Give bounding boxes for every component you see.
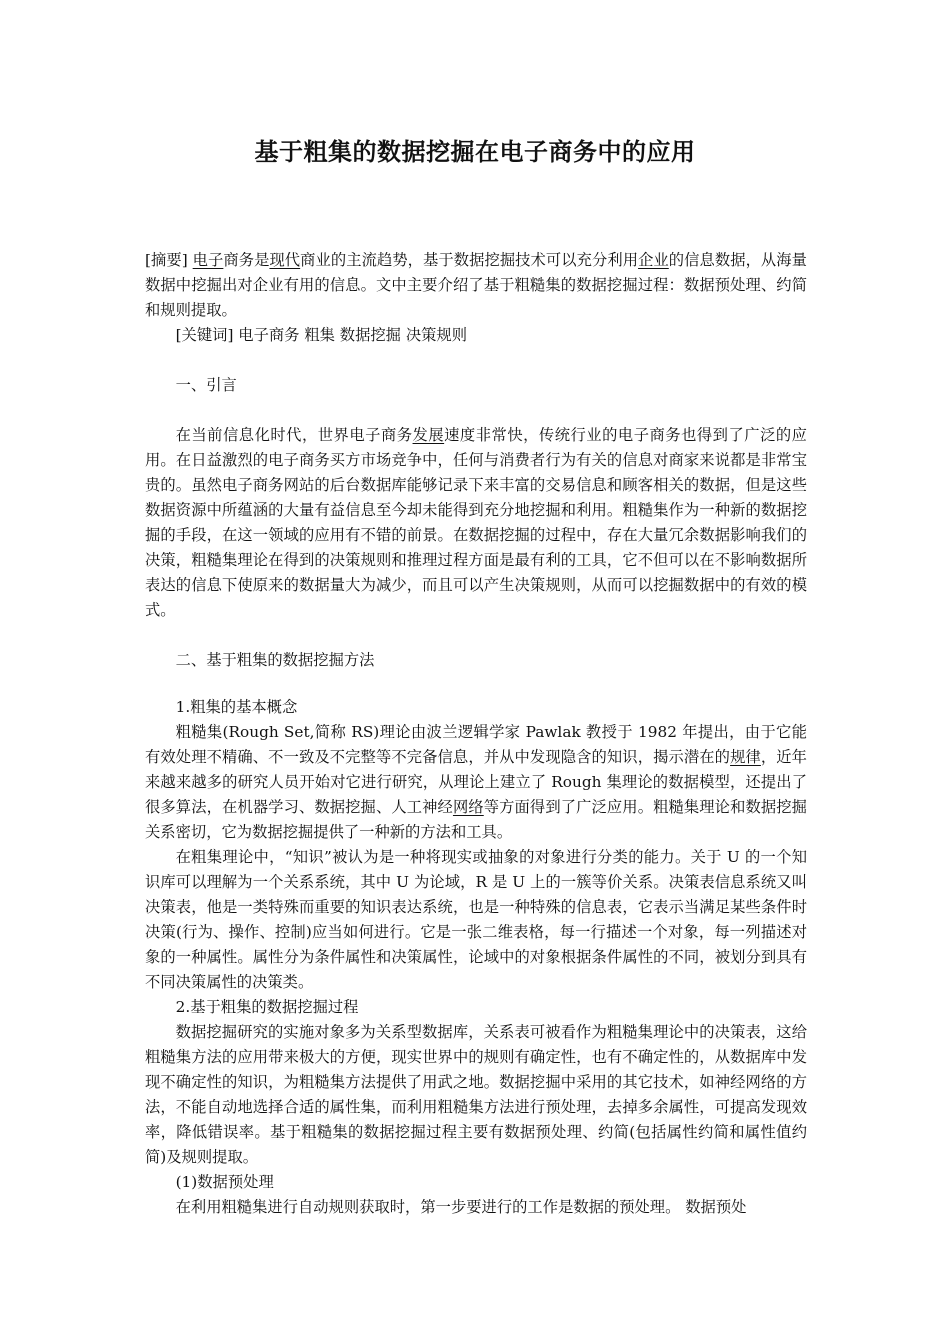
preprocess-paragraph: 在利用粗糙集进行自动规则获取时，第一步要进行的工作是数据的预处理。 数据预处 [175, 1198, 747, 1216]
link-guilv[interactable]: 规律 [730, 748, 761, 766]
intro-paragraph: 在当前信息化时代，世界电子商务发展速度非常快，传统行业的电子商务也得到了广泛的应用。在日益激烈的电子商务买方市场竞争中，任何与消费者行为有关的信息对商家来说都是非常宝贵的。虽然电子商务网站的后台数据库能够记录下来丰富的交易信息和顾客相关的数据，但是这些数据资源中所蕴涵的大量有益信息至今却未能得到充分地挖掘和利用。粗糙集作为一种新的数据挖掘的手段，在这一领域的应用有不错的前景。在数据挖掘的过程中，存在大量冗余数据影响我们的决策，粗糙集理论在得到的决策规则和推理过程方面是最有利的工具，它不但可以在不影响数据所表达的信息下使原来的数据量大为减少，而且可以产生决策规则，从而可以挖掘数据中的有效的模式。 [145, 426, 807, 619]
abstract-tag: [摘要] [145, 251, 188, 269]
link-qiye[interactable]: 企业 [638, 251, 669, 269]
keywords-line: [关键词] 电子商务 粗集 数据挖掘 决策规则 [175, 326, 468, 344]
section-heading-method: 二、基于粗集的数据挖掘方法 [175, 651, 375, 669]
link-xiandai[interactable]: 现代 [269, 251, 301, 269]
section-heading-intro: 一、引言 [175, 376, 237, 394]
document-title: 基于粗集的数据挖掘在电子商务中的应用 [254, 138, 696, 166]
link-wangluo[interactable]: 网络 [452, 798, 484, 816]
subsection-heading-concept: 1.粗集的基本概念 [175, 698, 298, 716]
abstract-paragraph: [摘要] 电子商务是现代商业的主流趋势，基于数据挖掘技术可以充分利用企业的信息数据，从海量数据中挖掘出对企业有用的信息。文中主要介绍了基于粗糙集的数据挖掘过程：数据预处理、约简和规则提取。 [145, 251, 807, 319]
document-body [145, 248, 807, 1220]
link-fazhan[interactable]: 发展 [412, 426, 445, 444]
subsection-heading-preprocess: (1)数据预处理 [175, 1173, 274, 1191]
subsection-heading-process: 2.基于粗集的数据挖掘过程 [175, 998, 359, 1016]
link-dianzi[interactable]: 电子 [192, 251, 224, 269]
process-paragraph: 数据挖掘研究的实施对象多为关系型数据库，关系表可被看作为粗糙集理论中的决策表，这给粗糙集方法的应用带来极大的方便，现实世界中的规则有确定性，也有不确定性的，从数据库中发现不确定性的知识，为粗糙集方法提供了用武之地。数据挖掘中采用的其它技术，如神经网络的方法，不能自动地选择合适的属性集，而利用粗糙集方法进行预处理，去掉多余属性，可提高发现效率，降低错误率。基于粗糙集的数据挖掘过程主要有数据预处理、约简(包括属性约简和属性值约简)及规则提取。 [145, 1023, 807, 1166]
concept-paragraph-2: 在粗集理论中，“知识”被认为是一种将现实或抽象的对象进行分类的能力。关于 U 的一个知识库可以理解为一个关系系统，其中 U 为论域，R 是 U 上的一簇等价关系。决策表信息系统又叫决策表，他是一类特殊而重要的知识表达系统，也是一种特殊的信息表，它表示当满足某些条件时决策(行为、操作、控制)应当如何进行。它是一张二维表格，每一行描述一个对象，每一列描述对象的一种属性。属性分为条件属性和决策属性，论域中的对象根据条件属性的不同，被划分到具有不同决策属性的决策类。 [145, 848, 807, 991]
concept-paragraph-1: 粗糙集(Rough Set,简称 RS)理论由波兰逻辑学家 Pawlak 教授于 1982 年提出，由于它能有效处理不精确、不一致及不完整等不完备信息，并从中发现隐含的知识，揭示潜在的规律，近年来越来越多的研究人员开始对它进行研究，从理论上建立了 Rough 集理论的数据模型，还提出了很多算法，在机器学习、数据挖掘、人工神经网络等方面得到了广泛应用。粗糙集理论和数据挖掘关系密切，它为数据挖掘提供了一种新的方法和工具。 [145, 723, 807, 841]
